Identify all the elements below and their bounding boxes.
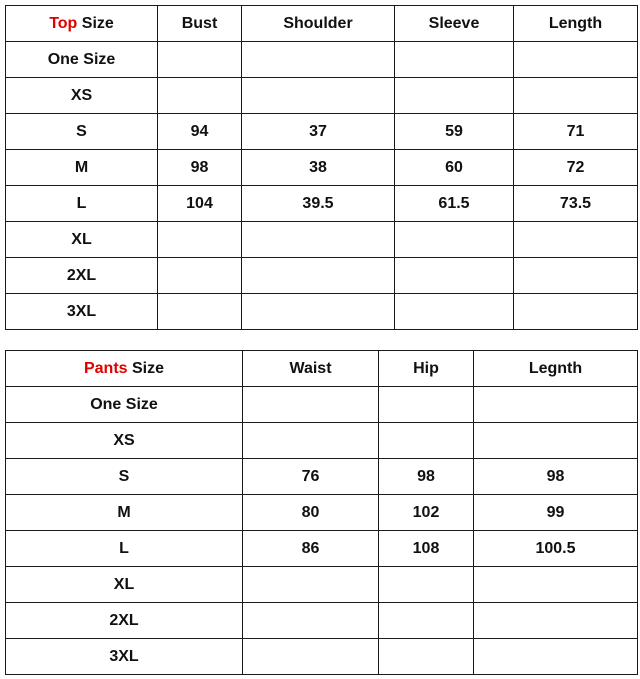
table-cell: 100.5: [474, 531, 638, 567]
top-title-accent: Top: [49, 14, 78, 32]
table-cell: 61.5: [395, 186, 514, 222]
table-cell: 102: [379, 495, 474, 531]
table-cell: 73.5: [514, 186, 638, 222]
table-cell: 71: [514, 114, 638, 150]
table-cell: [242, 78, 395, 114]
table-row: [6, 294, 638, 330]
table-header-row: [6, 351, 638, 387]
size-label: 3XL: [6, 294, 158, 330]
size-label: S: [6, 459, 243, 495]
table-cell: [243, 603, 379, 639]
column-header-length: Length: [514, 6, 638, 42]
table-row: [6, 78, 638, 114]
column-header-bust: Bust: [158, 6, 242, 42]
table-cell: 98: [158, 150, 242, 186]
pants-title-rest: Size: [127, 359, 165, 377]
table-row: [6, 495, 638, 531]
table-cell: [514, 42, 638, 78]
size-label: 3XL: [6, 639, 243, 675]
table-cell: [243, 423, 379, 459]
table-cell: [242, 222, 395, 258]
table-row: [6, 423, 638, 459]
table-cell: [158, 258, 242, 294]
size-label: 2XL: [6, 603, 243, 639]
size-label: XL: [6, 567, 243, 603]
table-cell: [514, 258, 638, 294]
table-cell: [514, 294, 638, 330]
size-label: XS: [6, 78, 158, 114]
table-cell: [243, 387, 379, 423]
table-cell: [379, 603, 474, 639]
table-cell: [395, 222, 514, 258]
table-cell: [474, 567, 638, 603]
table-cell: [379, 387, 474, 423]
column-header-sleeve: Sleeve: [395, 6, 514, 42]
table-cell: [514, 222, 638, 258]
table-cell: 104: [158, 186, 242, 222]
size-label: L: [6, 186, 158, 222]
column-header-length: Legnth: [474, 351, 638, 387]
table-row: [6, 387, 638, 423]
table-row: [6, 639, 638, 675]
table-cell: [243, 639, 379, 675]
top-title-rest: Size: [77, 14, 114, 32]
size-label: S: [6, 114, 158, 150]
table-row: [6, 42, 638, 78]
table-cell: [395, 258, 514, 294]
table-cell: [474, 387, 638, 423]
column-header-hip: Hip: [379, 351, 474, 387]
size-label: L: [6, 531, 243, 567]
top-size-title: [6, 6, 158, 42]
table-row: [6, 603, 638, 639]
column-header-shoulder: Shoulder: [242, 6, 395, 42]
table-cell: [474, 639, 638, 675]
pants-size-table: [5, 350, 638, 675]
table-cell: 98: [379, 459, 474, 495]
table-cell: [243, 567, 379, 603]
table-cell: 37: [242, 114, 395, 150]
size-label: XS: [6, 423, 243, 459]
table-row: [6, 222, 638, 258]
table-cell: [242, 42, 395, 78]
table-cell: [379, 639, 474, 675]
table-cell: 39.5: [242, 186, 395, 222]
table-cell: [158, 294, 242, 330]
table-cell: [379, 567, 474, 603]
table-cell: 38: [242, 150, 395, 186]
size-label: One Size: [6, 42, 158, 78]
table-row: [6, 531, 638, 567]
table-cell: [514, 78, 638, 114]
table-cell: 80: [243, 495, 379, 531]
table-cell: [474, 423, 638, 459]
pants-size-title: [6, 351, 243, 387]
table-cell: [395, 42, 514, 78]
table-row: [6, 459, 638, 495]
size-label: One Size: [6, 387, 243, 423]
table-header-row: [6, 6, 638, 42]
table-cell: [379, 423, 474, 459]
table-cell: 59: [395, 114, 514, 150]
column-header-waist: Waist: [243, 351, 379, 387]
pants-title-accent: Pants: [83, 359, 128, 377]
size-label: M: [6, 150, 158, 186]
table-cell: [395, 78, 514, 114]
table-cell: [242, 258, 395, 294]
table-cell: 94: [158, 114, 242, 150]
table-cell: [158, 78, 242, 114]
table-cell: 72: [514, 150, 638, 186]
table-row: [6, 150, 638, 186]
table-cell: 98: [474, 459, 638, 495]
size-label: 2XL: [6, 258, 158, 294]
table-cell: 60: [395, 150, 514, 186]
table-cell: [242, 294, 395, 330]
table-row: [6, 258, 638, 294]
top-size-table: [5, 5, 638, 330]
table-row: [6, 567, 638, 603]
table-cell: 86: [243, 531, 379, 567]
table-cell: 99: [474, 495, 638, 531]
size-label: M: [6, 495, 243, 531]
table-row: [6, 186, 638, 222]
table-cell: 108: [379, 531, 474, 567]
table-cell: [158, 42, 242, 78]
size-label: XL: [6, 222, 158, 258]
table-row: [6, 114, 638, 150]
table-cell: [474, 603, 638, 639]
table-cell: [395, 294, 514, 330]
table-cell: 76: [243, 459, 379, 495]
table-cell: [158, 222, 242, 258]
